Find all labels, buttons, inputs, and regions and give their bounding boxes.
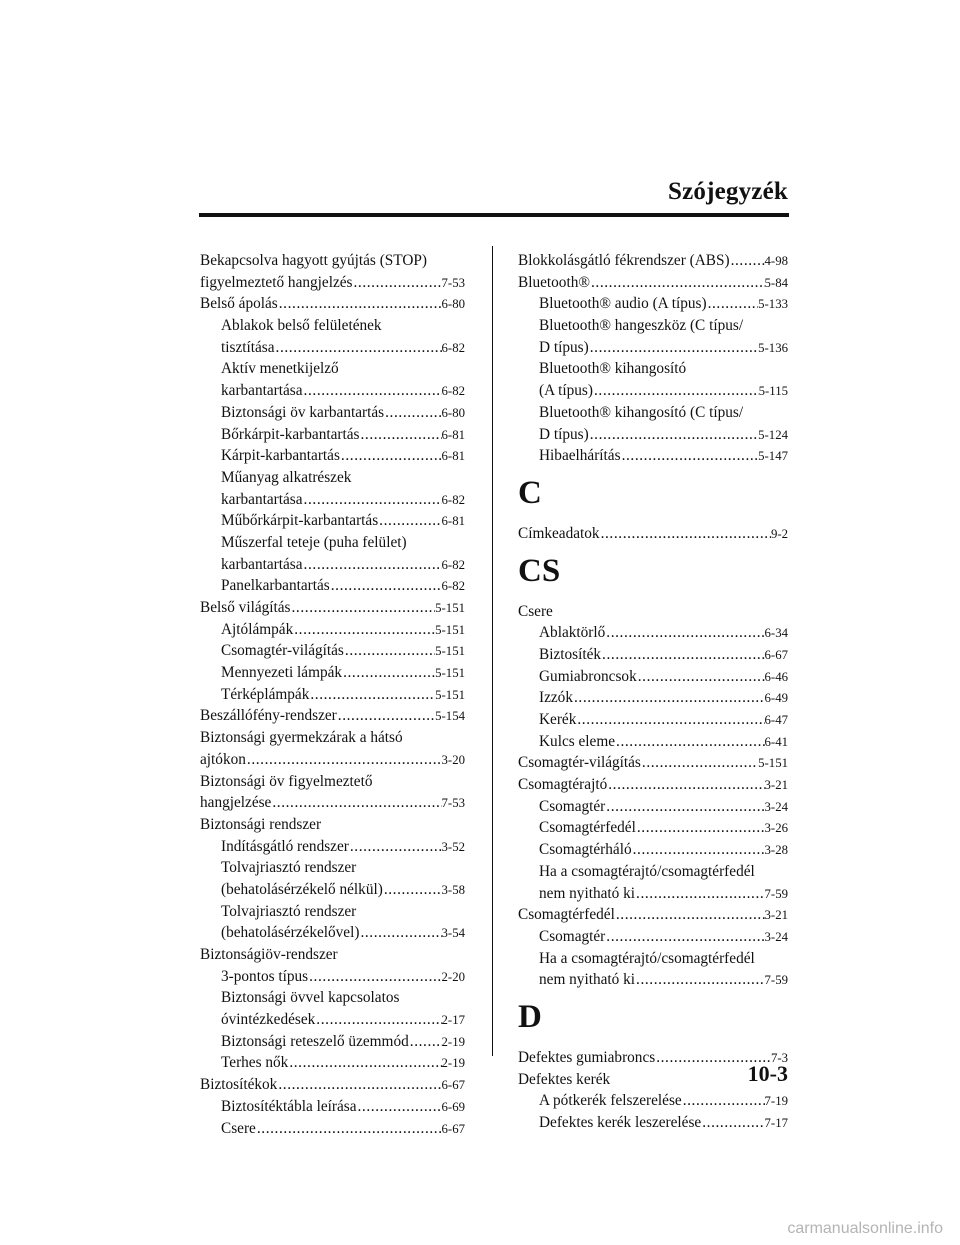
entry-page-ref: 7-53 [441, 796, 465, 811]
index-subentry [518, 424, 788, 446]
index-entry [518, 601, 788, 623]
dot-leader [303, 554, 442, 576]
entry-text: Bőrkárpit-karbantartás [221, 425, 360, 443]
index-subentry [518, 817, 788, 839]
dot-leader [607, 774, 764, 796]
entry-page-ref: 6-34 [764, 626, 788, 641]
entry-page-ref: 3-20 [441, 752, 465, 767]
entry-page-ref: 7-59 [764, 886, 788, 901]
entry-text: karbantartása [221, 555, 303, 573]
index-subentry [518, 380, 788, 402]
index-subentry [200, 640, 465, 662]
index-subentry [518, 1090, 788, 1112]
entry-text: (A típus) [539, 382, 593, 400]
entry-text: Ha a csomagtérajtó/csomagtérfedél [539, 949, 755, 967]
dot-leader [383, 879, 442, 901]
entry-page-ref: 3-24 [764, 799, 788, 814]
entry-text: figyelmeztető hangjelzés [200, 273, 353, 291]
dot-leader [308, 966, 441, 988]
entry-text: Panelkarbantartás [221, 577, 330, 595]
entry-text: Biztosíték [539, 645, 602, 663]
entry-page-ref: 5-136 [758, 340, 788, 355]
entry-text: (behatolásérzékelővel) [221, 924, 360, 942]
entry-page-ref: 3-21 [764, 778, 788, 793]
index-entry [200, 1074, 465, 1096]
index-subentry [200, 619, 465, 641]
dot-leader [573, 687, 765, 709]
index-subentry [200, 489, 465, 511]
dot-leader [576, 709, 764, 731]
dot-leader [271, 792, 441, 814]
entry-text: Hibaelhárítás [539, 447, 621, 465]
index-entry [200, 814, 465, 836]
entry-text: Biztonsági gyermekzárak a hátsó [200, 729, 403, 747]
index-subentry [518, 948, 788, 970]
entry-page-ref: 7-3 [770, 1050, 788, 1065]
entry-page-ref: 6-49 [764, 691, 788, 706]
entry-text: Bekapcsolva hagyott gyújtás (STOP) [200, 252, 428, 269]
entry-page-ref: 7-59 [764, 973, 788, 988]
entry-page-ref: 2-17 [441, 1013, 465, 1028]
entry-text: Gumiabroncsok [539, 667, 637, 685]
entry-page-ref: 5-151 [435, 622, 465, 637]
index-subentry [518, 687, 788, 709]
entry-text: Csomagtér-világítás [518, 754, 641, 772]
entry-page-ref: 6-81 [441, 449, 465, 464]
dot-leader [601, 644, 764, 666]
entry-text: Címkeadatok [518, 524, 600, 542]
page-header-title: Szójegyzék [667, 178, 788, 205]
entry-page-ref: 6-46 [764, 669, 788, 684]
index-column-right [518, 250, 788, 1134]
index-letter-heading: C [518, 474, 542, 511]
index-subentry [200, 424, 465, 446]
index-column-left [200, 250, 465, 1139]
entry-page-ref: 6-82 [441, 579, 465, 594]
entry-page-ref: 5-147 [758, 449, 788, 464]
entry-text: karbantartása [221, 490, 303, 508]
entry-text: Csere [221, 1119, 256, 1137]
index-subentry [518, 644, 788, 666]
entry-page-ref: 2-19 [441, 1034, 465, 1049]
dot-leader [384, 402, 441, 424]
entry-page-ref: 6-82 [441, 340, 465, 355]
entry-text: Tolvajriasztó rendszer [221, 859, 357, 877]
index-subentry [200, 554, 465, 576]
dot-leader [359, 424, 441, 446]
dot-leader [615, 904, 765, 926]
entry-text: Csomagtérháló [539, 841, 632, 859]
entry-text: Csere [518, 602, 553, 620]
dot-leader [589, 337, 758, 359]
dot-leader [637, 666, 765, 688]
entry-text: Műbőrkárpit-karbantartás [221, 512, 379, 530]
index-subentry [518, 622, 788, 644]
entry-text: Biztonsági rendszer [200, 815, 322, 833]
dot-leader [409, 1031, 442, 1053]
dot-leader [590, 272, 765, 294]
entry-page-ref: 7-19 [764, 1094, 788, 1109]
index-subentry [200, 1052, 465, 1074]
entry-text: Ha a csomagtérajtó/csomagtérfedél [539, 862, 755, 880]
dot-leader [589, 424, 758, 446]
index-subentry [200, 380, 465, 402]
index-subentry [200, 337, 465, 359]
dot-leader [337, 705, 435, 727]
entry-text: Bluetooth® audio (A típus) [539, 295, 707, 313]
entry-text: hangjelzése [200, 794, 272, 812]
entry-page-ref: 4-98 [764, 254, 788, 268]
index-entry [518, 904, 788, 926]
entry-page-ref: 3-54 [441, 926, 465, 941]
dot-leader [357, 1096, 442, 1118]
header-rule [199, 213, 789, 217]
index-subentry [518, 445, 788, 467]
dot-leader [352, 272, 441, 294]
entry-page-ref: 3-58 [441, 882, 465, 897]
dot-leader [277, 1074, 441, 1096]
entry-page-ref: 5-151 [435, 666, 465, 681]
watermark-footer: carmanualsonline.info [787, 1220, 943, 1237]
entry-text: Beszállófény-rendszer [200, 707, 337, 725]
dot-leader [330, 575, 442, 597]
entry-text: Kárpit-karbantartás [221, 447, 340, 465]
dot-leader [701, 1112, 764, 1134]
entry-page-ref: 5-151 [435, 601, 465, 615]
index-entry [200, 293, 465, 315]
dot-leader [636, 817, 765, 839]
entry-text: Csomagtér [539, 797, 606, 815]
entry-text: D típus) [539, 338, 589, 356]
index-letter-heading: D [518, 998, 542, 1035]
entry-page-ref: 6-67 [764, 647, 788, 662]
entry-page-ref: 3-28 [764, 843, 788, 858]
index-entry [518, 272, 788, 294]
index-subentry [518, 861, 788, 883]
index-entry [518, 752, 788, 774]
index-subentry [200, 857, 465, 879]
entry-text: Mennyezeti lámpák [221, 664, 343, 682]
entry-text: Műszerfal teteje (puha felület) [221, 533, 407, 551]
entry-text: Csomagtérfedél [539, 819, 636, 837]
entry-text: Kulcs eleme [539, 732, 616, 750]
entry-page-ref: 3-24 [764, 929, 788, 944]
page-number: 10-3 [747, 1061, 788, 1086]
entry-text: Bluetooth® kihangosító [539, 360, 687, 378]
index-subentry [200, 1096, 465, 1118]
entry-page-ref: 6-82 [441, 492, 465, 507]
entry-page-ref: 9-2 [770, 526, 788, 541]
entry-text: D típus) [539, 425, 589, 443]
entry-text: Belső ápolás [200, 295, 278, 313]
dot-leader [342, 662, 435, 684]
dot-leader [605, 926, 764, 948]
entry-text: Indításgátló rendszer [221, 837, 349, 855]
entry-text: Defektes gumiabroncs [518, 1048, 656, 1066]
entry-text: Biztonsági öv karbantartás [221, 403, 385, 421]
index-subentry [518, 337, 788, 359]
entry-text: ajtókon [200, 750, 246, 768]
index-subentry [518, 926, 788, 948]
entry-text: Belső világítás [200, 599, 291, 616]
index-subentry [200, 966, 465, 988]
entry-text: Biztonsági reteszelő üzemmód [221, 1032, 409, 1050]
dot-leader [246, 749, 442, 771]
index-subentry [200, 879, 465, 901]
entry-text: Izzók [539, 689, 573, 707]
entry-page-ref: 5-151 [435, 687, 465, 702]
entry-page-ref: 6-80 [441, 297, 465, 312]
index-subentry [518, 1112, 788, 1134]
index-subentry [518, 402, 788, 424]
index-entry [200, 749, 465, 771]
entry-text: nem nyitható ki [539, 971, 636, 989]
dot-leader [309, 684, 435, 706]
dot-leader [344, 640, 435, 662]
dot-leader [291, 597, 436, 619]
index-subentry [518, 293, 788, 315]
entry-text: Csomagtérfedél [518, 906, 615, 924]
entry-page-ref: 7-53 [441, 275, 465, 290]
dot-leader [288, 1052, 441, 1074]
entry-page-ref: 3-26 [764, 821, 788, 836]
entry-text: karbantartása [221, 382, 303, 400]
dot-leader [340, 445, 442, 467]
index-letter-heading: CS [518, 552, 561, 589]
dot-leader [293, 619, 435, 641]
index-entry [518, 250, 788, 272]
dot-leader [635, 969, 765, 991]
index-subentry [518, 666, 788, 688]
dot-leader [605, 622, 764, 644]
entry-text: A pótkerék felszerelése [539, 1092, 682, 1110]
dot-leader [641, 752, 758, 774]
entry-text: Biztosítéktábla leírása [221, 1097, 357, 1115]
index-subentry [518, 883, 788, 905]
entry-text: Biztosítékok [200, 1076, 278, 1094]
dot-leader [593, 380, 759, 402]
dot-leader [359, 922, 441, 944]
index-entry [518, 523, 788, 545]
index-subentry [200, 662, 465, 684]
dot-leader [378, 510, 441, 532]
dot-leader [635, 883, 765, 905]
entry-page-ref: 6-41 [764, 734, 788, 749]
index-subentry [518, 969, 788, 991]
dot-leader [600, 523, 771, 545]
entry-text: 3-pontos típus [221, 967, 309, 985]
index-subentry [200, 684, 465, 706]
dot-leader [707, 293, 759, 315]
entry-text: Blokkolásgátló fékrendszer (ABS) [518, 252, 730, 269]
entry-page-ref: 6-80 [441, 405, 465, 420]
entry-text: Térképlámpák [221, 685, 310, 703]
dot-leader [621, 445, 759, 467]
index-subentry [200, 836, 465, 858]
entry-page-ref: 3-52 [441, 839, 465, 854]
index-subentry [200, 532, 465, 554]
index-subentry [200, 1009, 465, 1031]
entry-text: Ajtólámpák [221, 620, 294, 638]
dot-leader [682, 1090, 765, 1112]
index-entry [200, 272, 465, 294]
entry-page-ref: 3-21 [764, 908, 788, 923]
index-subentry [518, 796, 788, 818]
entry-text: Defektes kerék leszerelése [539, 1114, 702, 1131]
index-subentry [200, 445, 465, 467]
index-entry [200, 705, 465, 727]
dot-leader [615, 731, 765, 753]
dot-leader [256, 1118, 442, 1140]
entry-page-ref: 6-81 [441, 514, 465, 529]
dot-leader [275, 337, 442, 359]
index-entry [518, 774, 788, 796]
entry-text: Bluetooth® [518, 273, 590, 291]
entry-text: Kerék [539, 711, 577, 728]
entry-text: Ablakok belső felületének [221, 317, 382, 335]
index-subentry [200, 901, 465, 923]
index-entry [200, 792, 465, 814]
index-subentry [518, 358, 788, 380]
index-subentry [518, 731, 788, 753]
entry-page-ref: 6-69 [441, 1099, 465, 1114]
entry-text: nem nyitható ki [539, 884, 636, 902]
entry-text: Biztonsági öv figyelmeztető [200, 772, 373, 790]
column-divider [492, 246, 493, 1056]
entry-text: óvintézkedések [221, 1011, 316, 1029]
index-subentry [200, 1031, 465, 1053]
entry-page-ref: 6-82 [441, 384, 465, 399]
dot-leader [278, 293, 442, 315]
index-entry [200, 597, 465, 619]
entry-text: Csomagtér [539, 927, 606, 945]
entry-text: Bluetooth® hangeszköz (C típus/ [539, 317, 744, 335]
index-entry [200, 771, 465, 793]
index-subentry [518, 839, 788, 861]
entry-text: Biztonsági övvel kapcsolatos [221, 989, 400, 1007]
entry-page-ref: 5-133 [758, 297, 788, 312]
entry-page-ref: 5-115 [758, 384, 788, 399]
dot-leader [315, 1009, 441, 1031]
entry-text: Műanyag alkatrészek [221, 468, 352, 486]
entry-page-ref: 5-151 [435, 644, 465, 659]
index-subentry [200, 1118, 465, 1140]
entry-text: tisztítása [221, 338, 275, 356]
index-subentry [200, 402, 465, 424]
entry-page-ref: 2-20 [441, 969, 465, 984]
index-subentry [200, 510, 465, 532]
entry-text: Defektes kerék [518, 1070, 611, 1088]
dot-leader [303, 380, 442, 402]
index-subentry [200, 315, 465, 337]
entry-page-ref: 5-124 [758, 427, 788, 442]
entry-text: Ablaktörlő [539, 624, 606, 642]
entry-page-ref: 6-67 [441, 1121, 465, 1136]
entry-page-ref: 5-151 [758, 756, 788, 771]
dot-leader [303, 489, 442, 511]
entry-page-ref: 2-19 [441, 1056, 465, 1071]
index-subentry [200, 467, 465, 489]
entry-text: Biztonságiöv-rendszer [200, 946, 338, 963]
dot-leader [349, 836, 442, 858]
entry-page-ref: 7-17 [764, 1116, 788, 1130]
entry-text: Terhes nők [221, 1054, 289, 1072]
entry-page-ref: 6-47 [764, 713, 788, 727]
entry-text: Bluetooth® kihangosító (C típus/ [539, 403, 744, 421]
index-entry [200, 250, 465, 272]
entry-page-ref: 6-81 [441, 427, 465, 442]
index-subentry [518, 315, 788, 337]
index-subentry [200, 987, 465, 1009]
index-entry [200, 944, 465, 966]
dot-leader [632, 839, 765, 861]
entry-text: (behatolásérzékelő nélkül) [221, 880, 383, 898]
entry-text: Aktív menetkijelző [221, 360, 339, 378]
entry-page-ref: 6-67 [441, 1078, 465, 1093]
entry-page-ref: 6-82 [441, 557, 465, 572]
dot-leader [730, 250, 765, 272]
dot-leader [605, 796, 764, 818]
entry-text: Tolvajriasztó rendszer [221, 902, 357, 920]
index-entry [200, 727, 465, 749]
entry-page-ref: 5-84 [764, 275, 788, 290]
entry-text: Csomagtérajtó [518, 776, 608, 794]
index-subentry [518, 709, 788, 731]
entry-page-ref: 5-154 [435, 709, 465, 724]
index-subentry [200, 922, 465, 944]
index-subentry [200, 575, 465, 597]
index-subentry [200, 358, 465, 380]
entry-text: Csomagtér-világítás [221, 642, 344, 660]
